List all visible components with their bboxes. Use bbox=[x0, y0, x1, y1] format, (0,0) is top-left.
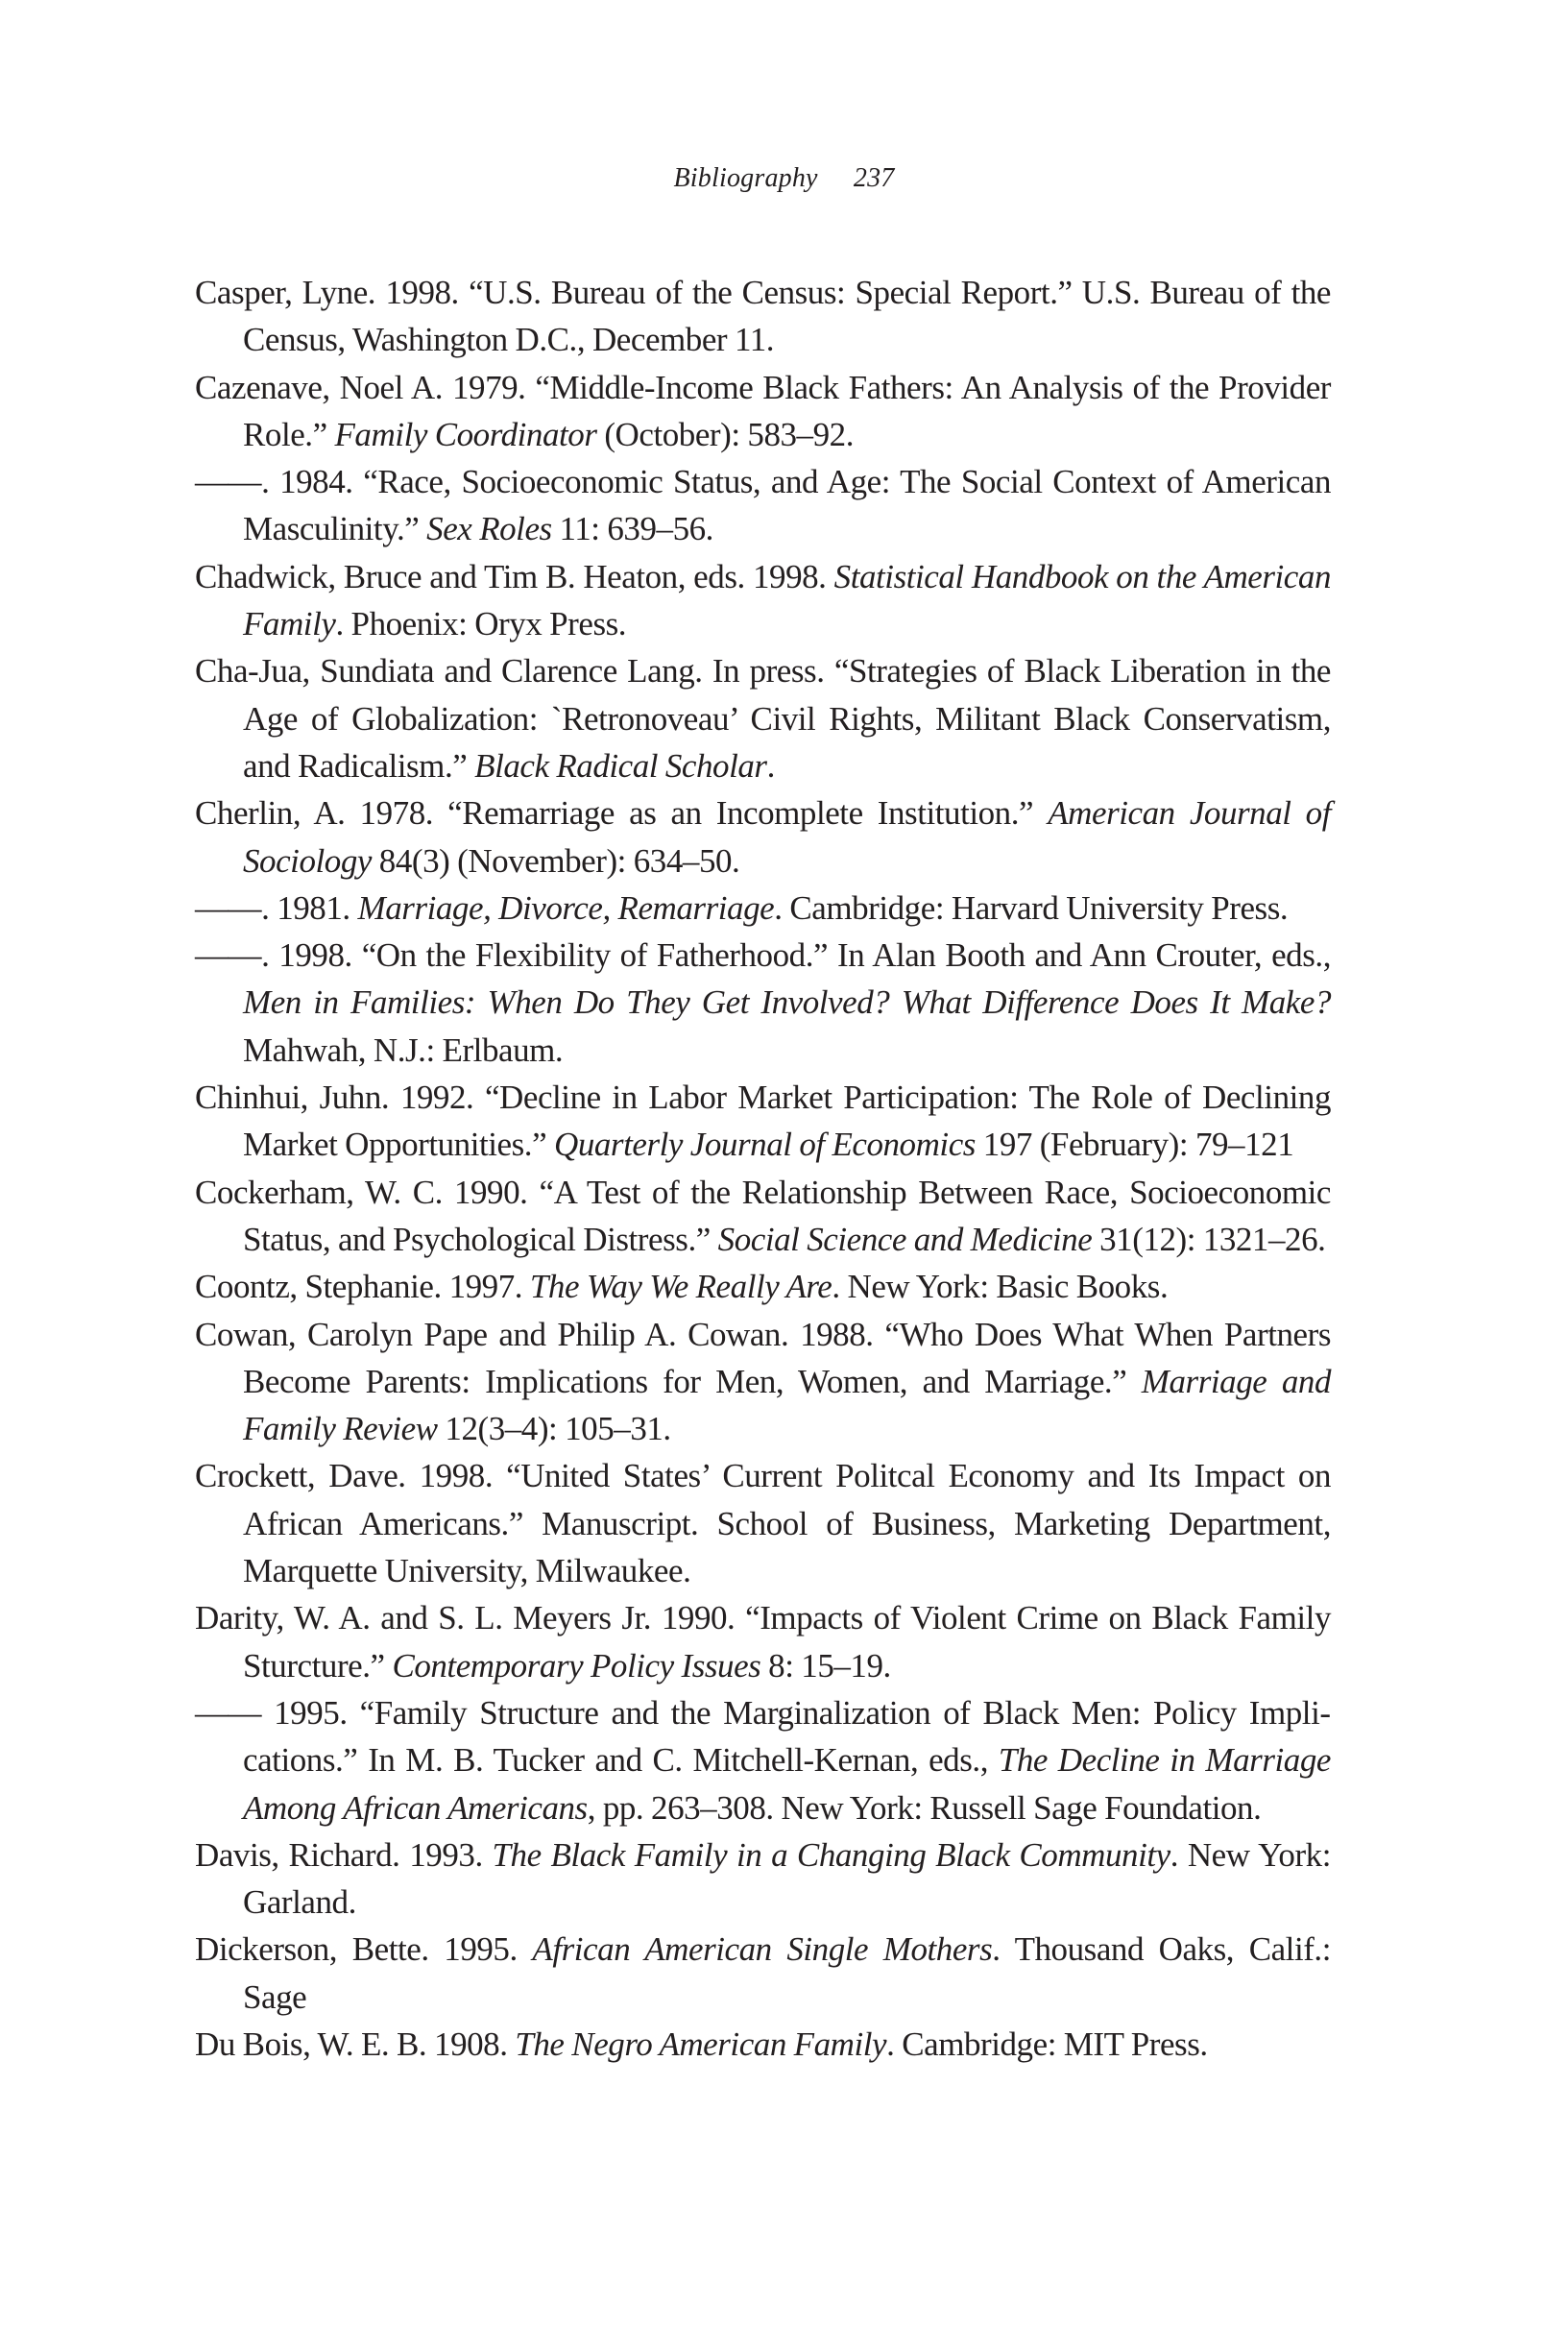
entry-text: ——. 1998. “On the Flexibility of Fatherhood.” In Alan Booth and Ann Crouter, eds., bbox=[195, 936, 1331, 975]
entry-text: —— 1995. “Family Structure and the Marginalization of Black Men: Policy Implications.” In M. B. Tucker and C. Mitchell-Kernan, eds., bbox=[195, 1693, 1331, 1780]
entry-title-italic: American Journal of Sociology bbox=[243, 794, 1331, 880]
entry-title-italic: Statistical Handbook on the American Family bbox=[243, 557, 1331, 643]
bibliography-entry bbox=[195, 1263, 1331, 1310]
bibliography-entry bbox=[195, 1311, 1331, 1453]
bibliography-entry bbox=[195, 1169, 1331, 1264]
page-number: 237 bbox=[853, 163, 895, 193]
entry-text: Cha-Jua, Sundiata and Clarence Lang. In press. “Strategies of Black Liberation in the Age of Globalization: `Retronoveau’ Civil Rights, Militant Black Conservatism, and Radicalism.” bbox=[195, 652, 1331, 785]
entry-text: Cockerham, W. C. 1990. “A Test of the Relationship Between Race, Socioeconomic Status, and Psychological Distress.” bbox=[195, 1173, 1331, 1258]
bibliography-entry bbox=[195, 458, 1331, 553]
bibliography-list bbox=[195, 269, 1331, 2068]
entry-text: Cowan, Carolyn Pape and Philip A. Cowan. 1988. “Who Does What When Partners Become Parents: Implications for Men, Women, and Marriage.” bbox=[195, 1315, 1331, 1400]
bibliography-entry bbox=[195, 1689, 1331, 1831]
entry-text: Cherlin, A. 1978. “Remarriage as an Incomplete Institution.” bbox=[195, 794, 1049, 833]
entry-title-italic: Marriage and Family Review bbox=[243, 1362, 1331, 1448]
bibliography-entry bbox=[195, 2021, 1331, 2068]
entry-text: , pp. 263–308. New York: Russell Sage Foundation. bbox=[587, 1788, 1262, 1827]
entry-text: Mahwah, N.J.: Erlbaum. bbox=[243, 1031, 564, 1069]
bibliography-entry bbox=[195, 932, 1331, 1074]
entry-text: . bbox=[766, 746, 775, 785]
entry-text: 8: 15–19. bbox=[760, 1646, 891, 1685]
entry-title-italic: African American Single Mothers bbox=[532, 1930, 993, 1969]
entry-title-italic: The Negro American Family bbox=[515, 2025, 887, 2063]
bibliography-entry bbox=[195, 269, 1331, 364]
entry-title-italic: Social Science and Medicine bbox=[717, 1220, 1093, 1258]
entry-title-italic: The Way We Really Are bbox=[529, 1268, 832, 1306]
bibliography-entry bbox=[195, 1074, 1331, 1169]
entry-text: Du Bois, W. E. B. 1908. bbox=[195, 2025, 516, 2063]
bibliography-entry bbox=[195, 789, 1331, 885]
bibliography-entry bbox=[195, 1594, 1331, 1689]
bibliography-entry bbox=[195, 885, 1331, 932]
entry-text: . Phoenix: Oryx Press. bbox=[335, 605, 627, 643]
entry-text: 31(12): 1321–26. bbox=[1092, 1220, 1326, 1258]
entry-text: . Cambridge: MIT Press. bbox=[886, 2025, 1208, 2063]
entry-text: 12(3–4): 105–31. bbox=[437, 1410, 671, 1448]
entry-text: ——. 1981. bbox=[195, 888, 358, 927]
entry-text: Crockett, Dave. 1998. “United States’ Current Politcal Economy and Its Impact on African Americans.” Manuscript. School of Business, Marketing Department, Marquette University, Milwaukee. bbox=[195, 1457, 1331, 1590]
entry-text: (October): 583–92. bbox=[596, 415, 854, 453]
entry-text: Chadwick, Bruce and Tim B. Heaton, eds. 1998. bbox=[195, 557, 834, 595]
entry-title-italic: Contemporary Policy Issues bbox=[392, 1646, 761, 1685]
bibliography-entry bbox=[195, 647, 1331, 789]
running-head-title: Bibliography bbox=[673, 163, 818, 193]
bibliography-entry bbox=[195, 1452, 1331, 1594]
entry-text: Chinhui, Juhn. 1992. “Decline in Labor Market Participation: The Role of Declining Market Opportunities.” bbox=[195, 1079, 1331, 1164]
entry-text: 11: 639–56. bbox=[551, 510, 713, 548]
entry-text: Coontz, Stephanie. 1997. bbox=[195, 1268, 530, 1306]
entry-text: . New York: Garland. bbox=[243, 1835, 1331, 1922]
entry-text: . Cambridge: Harvard University Press. bbox=[774, 888, 1289, 927]
running-head bbox=[0, 163, 1568, 194]
entry-text: Casper, Lyne. 1998. “U.S. Bureau of the Census: Special Report.” U.S. Bureau of the Census, Washington D.C., December 11. bbox=[195, 274, 1331, 359]
entry-title-italic: Quarterly Journal of Economics bbox=[554, 1126, 976, 1164]
entry-title-italic: Black Radical Scholar bbox=[474, 746, 767, 785]
bibliography-entry bbox=[195, 553, 1331, 648]
bibliography-entry bbox=[195, 1831, 1331, 1927]
entry-title-italic: Marriage, Divorce, Remarriage bbox=[357, 888, 775, 927]
entry-title-italic: The Black Family in a Changing Black Community bbox=[492, 1835, 1170, 1874]
entry-text: Dickerson, Bette. 1995. bbox=[195, 1930, 533, 1969]
entry-text: Darity, W. A. and S. L. Meyers Jr. 1990. “Impacts of Violent Crime on Black Family Sturcture.” bbox=[195, 1599, 1331, 1685]
entry-text: Cazenave, Noel A. 1979. “Middle-Income Black Fathers: An Analysis of the Provider Role.” bbox=[195, 368, 1331, 453]
entry-text: . Thousand Oaks, Calif.: Sage bbox=[243, 1930, 1331, 2016]
entry-text: . New York: Basic Books. bbox=[832, 1268, 1169, 1306]
entry-text: 197 (February): 79–121 bbox=[975, 1126, 1294, 1164]
entry-title-italic: Men in Families: When Do They Get Involved? What Difference Does It Make? bbox=[243, 983, 1331, 1022]
bibliography-entry bbox=[195, 364, 1331, 459]
entry-title-italic: Sex Roles bbox=[426, 510, 552, 548]
entry-title-italic: The Decline in Marriage Among African Americans bbox=[243, 1741, 1331, 1827]
entry-text: 84(3) (November): 634–50. bbox=[371, 841, 740, 880]
bibliography-entry bbox=[195, 1926, 1331, 2021]
entry-text: ——. 1984. “Race, Socioeconomic Status, and Age: The Social Context of American Masculinity.” bbox=[195, 463, 1331, 548]
entry-text: Davis, Richard. 1993. bbox=[195, 1835, 493, 1874]
entry-title-italic: Family Coordinator bbox=[334, 415, 597, 453]
